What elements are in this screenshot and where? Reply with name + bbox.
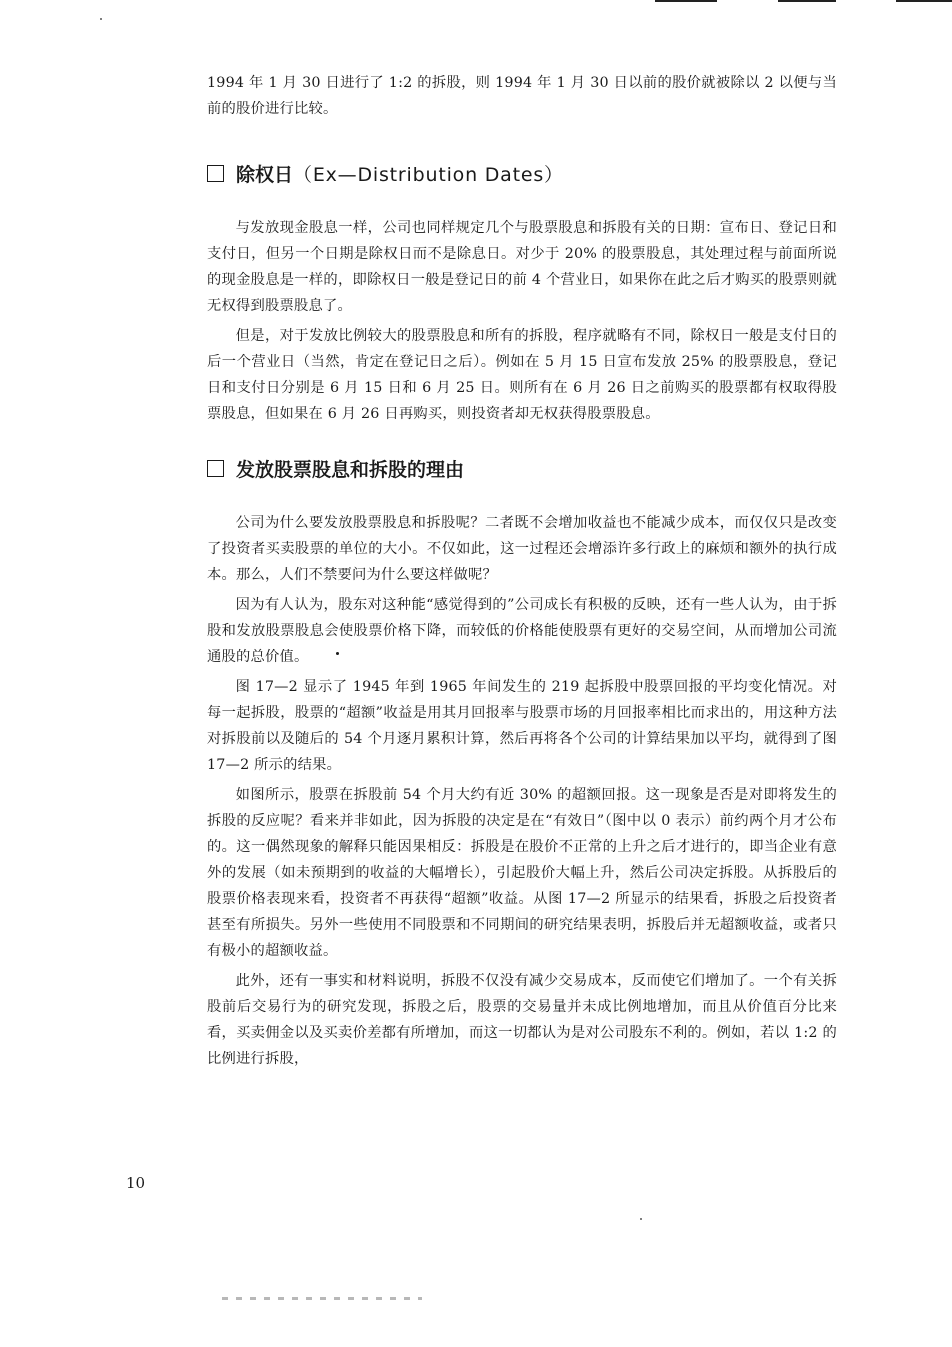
checkbox-icon: [207, 165, 224, 182]
paragraph: 如图所示，股票在拆股前 54 个月大约有近 30% 的超额回报。这一现象是否是对即将发生的拆股的反应呢？看来并非如此，因为拆股的决定是在“有效日”（图中以 0 表示）前约两个月才公布的。这一偶然现象的解释只能因果相反：拆股是在股价不正常的上升之后才进行的，即当企业有意外的发展（如未预期到的收益的大幅增长），引起股价大幅上升，然后公司决定拆股。从拆股后的股票价格表现来看，投资者不再获得“超额”收益。从图 17—2 所显示的结果看，拆股之后投资者甚至有所损失。另外一些使用不同股票和不同期间的研究结果表明，拆股后并无超额收益，或者只有极小的超额收益。: [207, 787, 837, 959]
paragraph: 此外，还有一事实和材料说明，拆股不仅没有减少交易成本，反而使它们增加了。一个有关拆股前后交易行为的研究发现，拆股之后，股票的交易量并未成比例地增加，而且从价值百分比来看，买卖佣金以及买卖价差都有所增加，而这一切都认为是对公司股东不利的。例如，若以 1:2 的比例进行拆股，: [207, 973, 837, 1067]
ink-dot-icon: [336, 652, 339, 655]
paragraph: 与发放现金股息一样，公司也同样规定几个与股票股息和拆股有关的日期：宣布日、登记日和支付日，但另一个日期是除权日而不是除息日。对少于 20% 的股票股息，其处理过程与前面所说的现金股息是一样的，即除权日一般是登记日的前 4 个营业日，如果你在此之后才购买的股票则就无权得到股票股息了。: [207, 220, 837, 314]
scan-speck: [100, 18, 102, 20]
page-number: 10: [126, 1174, 146, 1192]
top-rule-middle: [778, 0, 836, 2]
paragraph: 但是，对于发放比例较大的股票股息和所有的拆股，程序就略有不同，除权日一般是支付日的后一个营业日（当然，肯定在登记日之后）。例如在 5 月 15 日宣布发放 25% 的股票股息，登记日和支付日分别是 6 月 15 日和 6 月 25 日。则所有在 6 月 26 日之前购买的股票都有权取得股票股息，但如果在 6 月 26 日再购买，则投资者却无权获得股票股息。: [207, 328, 837, 422]
paragraph: 公司为什么要发放股票股息和拆股呢？二者既不会增加收益也不能减少成本，而仅仅只是改变了投资者买卖股票的单位的大小。不仅如此，这一过程还会增添许多行政上的麻烦和额外的执行成本。那么，人们不禁要问为什么要这样做呢？: [207, 515, 837, 583]
paragraph: [207, 592, 837, 670]
top-rule-right: [896, 0, 952, 2]
checkbox-icon: [207, 460, 224, 477]
scan-speck: [640, 1218, 642, 1220]
section-heading-reasons: [207, 453, 837, 483]
section-title: 发放股票股息和拆股的理由: [236, 458, 465, 481]
section-heading-ex-distribution: [207, 158, 837, 188]
continuation-paragraph: 1994 年 1 月 30 日进行了 1:2 的拆股，则 1994 年 1 月 30 日以前的股价就被除以 2 以便与当前的股价进行比较。: [207, 75, 837, 117]
top-rule-left: [655, 0, 717, 2]
page-content: [207, 70, 837, 1072]
paragraph: 图 17—2 显示了 1945 年到 1965 年间发生的 219 起拆股中股票回报的平均变化情况。对每一起拆股，股票的“超额”收益是用其月回报率与股票市场的月回报率相比而求出的，用这种方法对拆股前以及随后的 54 个月逐月累积计算，然后再将各个公司的计算结果加以平均，就得到了图 17—2 所示的结果。: [207, 679, 837, 773]
section-title-en: （Ex—Distribution Dates）: [293, 163, 564, 186]
scan-noise: [222, 1297, 422, 1300]
section-title-cn: 除权日: [236, 163, 294, 186]
paragraph-text: 因为有人认为，股东对这种能“感觉得到的”公司成长有积极的反映，还有一些人认为，由于拆股和发放股票股息会使股票价格下降，而较低的价格能使股票有更好的交易空间，从而增加公司流通股的总价值。: [207, 597, 837, 665]
